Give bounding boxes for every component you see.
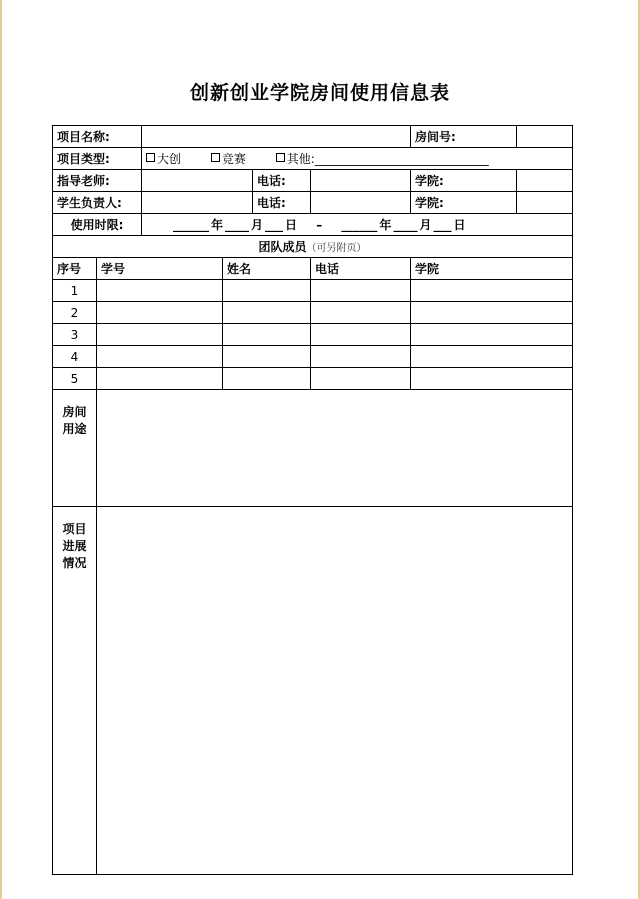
progress-row — [53, 507, 573, 875]
team-heading-row — [53, 236, 573, 258]
leader-phone-field[interactable] — [311, 192, 411, 214]
phone-cell[interactable] — [311, 368, 411, 390]
progress-label: 项目进展情况 — [53, 507, 97, 875]
type-option-other[interactable]: 其他:_____________________________ — [276, 152, 489, 166]
phone-cell[interactable] — [311, 346, 411, 368]
advisor-college-field[interactable] — [517, 170, 573, 192]
page-edge-left — [0, 0, 2, 899]
col-header-student-id: 学号 — [97, 258, 223, 280]
student-id-cell[interactable] — [97, 368, 223, 390]
row-index: 4 — [53, 346, 97, 368]
leader-field[interactable] — [142, 192, 253, 214]
student-id-cell[interactable] — [97, 280, 223, 302]
col-header-index: 序号 — [53, 258, 97, 280]
table-row — [53, 302, 573, 324]
row-index: 5 — [53, 368, 97, 390]
name-cell[interactable] — [223, 346, 311, 368]
advisor-field[interactable] — [142, 170, 253, 192]
leader-college-label: 学院: — [411, 192, 517, 214]
project-type-row — [53, 148, 573, 170]
row-index: 2 — [53, 302, 97, 324]
advisor-phone-label: 电话: — [253, 170, 311, 192]
col-header-name: 姓名 — [223, 258, 311, 280]
project-name-field[interactable] — [142, 126, 411, 148]
room-number-label: 房间号: — [411, 126, 517, 148]
leader-label: 学生负责人: — [53, 192, 142, 214]
other-blank: _____________________________ — [314, 152, 489, 166]
student-id-cell[interactable] — [97, 302, 223, 324]
student-id-cell[interactable] — [97, 346, 223, 368]
progress-field[interactable] — [97, 507, 573, 875]
college-cell[interactable] — [411, 302, 573, 324]
advisor-row — [53, 170, 573, 192]
usage-field[interactable] — [97, 390, 573, 507]
college-cell[interactable] — [411, 280, 573, 302]
checkbox-icon — [211, 153, 220, 162]
college-cell[interactable] — [411, 368, 573, 390]
advisor-phone-field[interactable] — [311, 170, 411, 192]
project-type-label: 项目类型: — [53, 148, 142, 170]
table-row — [53, 324, 573, 346]
checkbox-icon — [146, 153, 155, 162]
advisor-college-label: 学院: — [411, 170, 517, 192]
table-row — [53, 280, 573, 302]
team-heading: 团队成员（可另附页） — [53, 236, 573, 258]
member-header-row — [53, 258, 573, 280]
period-row — [53, 214, 573, 236]
form-title: 创新创业学院房间使用信息表 — [189, 82, 450, 104]
phone-cell[interactable] — [311, 324, 411, 346]
row-index: 3 — [53, 324, 97, 346]
leader-phone-label: 电话: — [253, 192, 311, 214]
name-cell[interactable] — [223, 280, 311, 302]
advisor-label: 指导老师: — [53, 170, 142, 192]
leader-college-field[interactable] — [517, 192, 573, 214]
name-cell[interactable] — [223, 324, 311, 346]
student-id-cell[interactable] — [97, 324, 223, 346]
project-name-label: 项目名称: — [53, 126, 142, 148]
table-row — [53, 368, 573, 390]
college-cell[interactable] — [411, 346, 573, 368]
col-header-college: 学院 — [411, 258, 573, 280]
name-cell[interactable] — [223, 368, 311, 390]
row-index: 1 — [53, 280, 97, 302]
room-usage-form — [52, 125, 573, 875]
college-cell[interactable] — [411, 324, 573, 346]
type-option-competition[interactable]: 竞赛 — [211, 152, 246, 166]
checkbox-icon — [276, 153, 285, 162]
project-name-row — [53, 126, 573, 148]
usage-row — [53, 390, 573, 507]
team-note: （可另附页） — [306, 243, 367, 254]
period-label: 使用时限: — [53, 214, 142, 236]
table-row — [53, 346, 573, 368]
phone-cell[interactable] — [311, 302, 411, 324]
leader-row — [53, 192, 573, 214]
col-header-phone: 电话 — [311, 258, 411, 280]
type-option-innovation[interactable]: 大创 — [146, 152, 181, 166]
project-type-options — [142, 148, 573, 170]
period-field[interactable]: ______ 年 ____ 月 ___ 日 – ______ 年 ____ 月 ___ 日 — [142, 214, 573, 236]
name-cell[interactable] — [223, 302, 311, 324]
phone-cell[interactable] — [311, 280, 411, 302]
room-number-field[interactable] — [517, 126, 573, 148]
usage-label: 房间用途 — [53, 390, 97, 507]
